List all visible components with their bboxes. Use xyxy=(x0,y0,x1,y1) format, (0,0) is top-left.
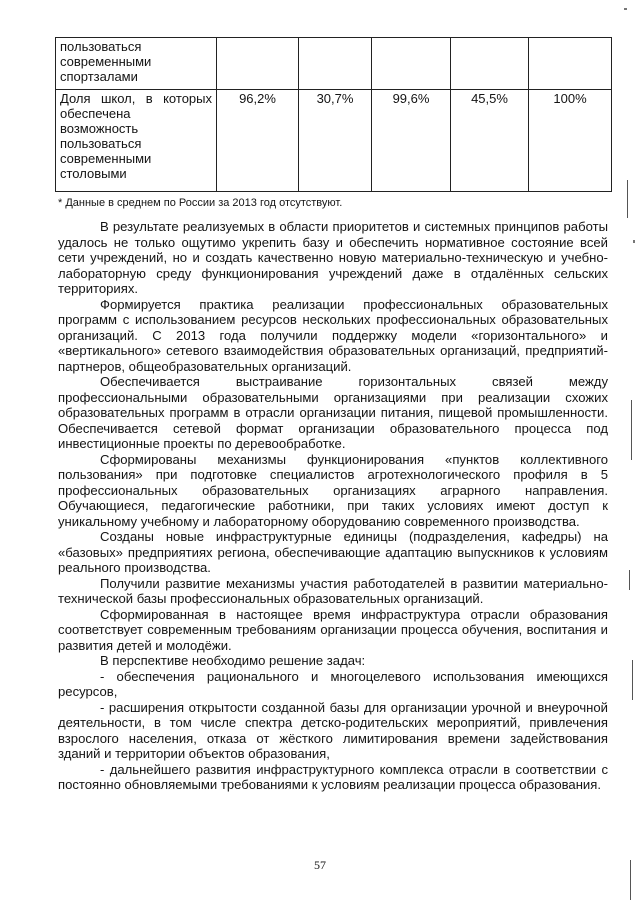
table-cell: 30,7% xyxy=(299,90,372,192)
scan-speck xyxy=(633,240,635,243)
table-row xyxy=(56,38,612,90)
table-cell xyxy=(299,38,372,90)
list-item: - дальнейшего развития инфраструктурного комплекса отрасли в соответствии с постоянно обновляемыми требованиями к условиям реализации процесса образования. xyxy=(58,761,608,792)
scan-speck xyxy=(624,8,627,10)
scan-margin-mark xyxy=(632,660,633,700)
table-cell: 45,5% xyxy=(451,90,529,192)
list-item: - расширения открытости созданной базы для организации урочной и внеурочной деятельности, в том числе спектра детско-родительских мероприятий, привлечения взрослого населения, отказа от жёсткого лимитирования времени задействования зданий и территории объектов образования, xyxy=(58,699,608,761)
page-number: 57 xyxy=(314,858,326,872)
scan-margin-mark xyxy=(630,860,631,900)
table-cell xyxy=(372,38,451,90)
paragraph: Сформированы механизмы функционирования «пунктов коллективного пользования» при подготовке специалистов агротехнологического профиля в 5 профессиональных образовательных организациях аграрного направления. Обучающиеся, педагогические работники, при таких условиях имеют доступ к уникальному учебному и лабораторному оборудованию современного производства. xyxy=(58,451,608,529)
table-cell: 100% xyxy=(529,90,612,192)
scan-margin-mark xyxy=(629,570,630,590)
paragraph: Созданы новые инфраструктурные единицы (подразделения, кафедры) на «базовых» предприятиях региона, обеспечивающие адаптацию выпускников к условиям реального производства. xyxy=(58,529,608,575)
row-label: Доля школ, в которых обеспечена возможность пользоваться современными столовыми xyxy=(56,90,217,192)
paragraph: В перспективе необходимо решение задач: xyxy=(100,653,366,668)
paragraph: Формируется практика реализации профессиональных образовательных программ с использованием ресурсов нескольких профессиональных образовательных организаций. С 2013 года получили поддержку модели «горизонтального» и «вертикального» сетевого взаимодействия образовательных организаций, предприятий-партнеров, общеобразовательных организаций. xyxy=(58,296,608,374)
table-row xyxy=(56,90,612,192)
paragraph: Получили развитие механизмы участия работодателей в развитии материально-технической базы профессиональных образовательных организаций. xyxy=(58,575,608,606)
scan-margin-mark xyxy=(631,400,632,460)
table-cell: 99,6% xyxy=(372,90,451,192)
paragraph: Сформированная в настоящее время инфраструктура отрасли образования соответствует современным требованиям организации процесса обучения, воспитания и развития детей и молодёжи. xyxy=(58,606,608,653)
table-cell xyxy=(529,38,612,90)
paragraph: В результате реализуемых в области приоритетов и системных принципов работы удалось не только ощутимо укрепить базу и обеспечить нормативное состояние всей сети учреждений, но и создать качественно новую материально-техническую и учебно-лабораторную среду функционирования учреждений даже в отдалённых сельских территориях. xyxy=(58,219,608,296)
body-text xyxy=(58,219,608,793)
table-cell: 96,2% xyxy=(217,90,299,192)
paragraph: Обеспечивается выстраивание горизонтальных связей между профессиональными образовательными организациями при реализации схожих образовательных программ в отрасли организации питания, пищевой промышленности. Обеспечивается сетевой формат организации образовательного процесса под инвестиционные проекты по деревообработке. xyxy=(58,374,608,451)
table-footnote: * Данные в среднем по России за 2013 год отсутствуют. xyxy=(58,197,343,209)
school-facilities-table xyxy=(55,37,612,192)
table-cell xyxy=(451,38,529,90)
row-label: пользоваться современными спортзалами xyxy=(56,38,217,90)
table-cell xyxy=(217,38,299,90)
scan-margin-mark xyxy=(627,180,628,218)
list-item: - обеспечения рационального и многоцелевого использования имеющихся ресурсов, xyxy=(58,668,608,699)
